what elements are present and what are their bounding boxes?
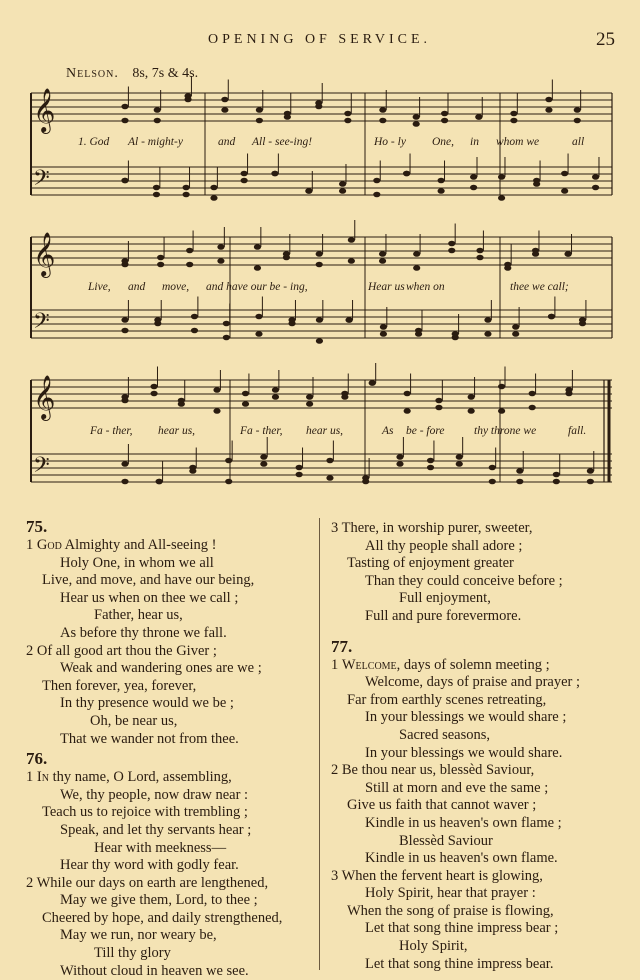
note-head — [296, 465, 303, 471]
note-head — [254, 244, 261, 250]
hymn-number: 75. — [26, 517, 48, 536]
lyric-syllable: As — [382, 425, 394, 437]
note-head — [476, 248, 483, 254]
verse-line: We, thy people, now draw near : — [60, 786, 249, 803]
lyric-syllable: Fa - ther, — [90, 425, 133, 437]
note-head — [242, 391, 249, 397]
verse-first-line: 3 There, in worship purer, sweeter, — [331, 520, 533, 536]
note-head — [456, 461, 463, 467]
verse-line: Till thy glory — [94, 945, 171, 962]
note-head — [272, 394, 279, 400]
tune-name: Nelson. — [66, 66, 119, 81]
note-head — [504, 262, 511, 268]
note-head — [373, 192, 380, 198]
note-head — [512, 324, 519, 330]
note-head — [441, 111, 448, 117]
note-head — [306, 401, 313, 407]
note-head — [561, 188, 568, 194]
note-head — [183, 192, 190, 198]
verse-line: Hear us when on thee we call ; — [60, 589, 239, 606]
note-head — [548, 314, 555, 320]
lyric-syllable: all — [572, 136, 585, 148]
verse-line: Let that song thine impress bear. — [365, 955, 554, 972]
verse-first-line — [26, 769, 316, 787]
verse-line: Hear thy word with godly fear. — [60, 857, 239, 874]
note-head — [150, 384, 157, 390]
lyric-syllable: hear us, — [158, 425, 196, 437]
verse-line: Teach us to rejoice with trembling ; — [42, 804, 248, 821]
note-head — [121, 479, 128, 485]
note-head — [186, 262, 193, 268]
note-head — [121, 258, 128, 264]
lyric-syllable: and have our be - ing, — [206, 281, 308, 293]
note-head — [157, 255, 164, 261]
treble-clef: 𝄞 — [33, 232, 56, 276]
note-head — [241, 171, 248, 177]
note-head — [403, 171, 410, 177]
note-head — [210, 185, 217, 191]
note-head — [565, 391, 572, 397]
note-head — [346, 317, 353, 323]
first-line-rest: thy name, O Lord, assembling, — [48, 769, 232, 786]
note-head — [305, 188, 312, 194]
note-head — [396, 454, 403, 460]
note-head — [344, 111, 351, 117]
note-head — [241, 178, 248, 184]
note-head — [380, 331, 387, 337]
verse-line: Welcome, days of praise and prayer ; — [365, 674, 581, 691]
hymn-number: 76. — [26, 749, 48, 769]
lyric-syllable: thy throne we — [474, 425, 537, 437]
verse-number: 1 — [26, 769, 34, 786]
lyric-syllable: whom we — [496, 136, 540, 148]
note-head — [379, 118, 386, 124]
note-head — [468, 408, 475, 414]
verse-line: That we wander not from thee. — [60, 730, 239, 747]
verse-first-line: 2 While our days on earth are lengthened, — [26, 874, 269, 891]
note-head — [533, 181, 540, 187]
note-head — [260, 461, 267, 467]
lyric-syllable: Hear us — [368, 281, 405, 293]
verse-number: 1 — [331, 656, 339, 673]
note-head — [510, 118, 517, 124]
note-head — [221, 107, 228, 113]
note-head — [574, 118, 581, 124]
note-head — [178, 398, 185, 404]
note-head — [379, 251, 386, 257]
verse-line: Holy Spirit, — [399, 938, 468, 955]
note-head — [415, 331, 422, 337]
note-head — [284, 114, 291, 120]
note-head — [341, 394, 348, 400]
verse-line: Tasting of enjoyment greater — [347, 555, 514, 572]
note-head — [498, 195, 505, 201]
verse-line: Oh, be near us, — [90, 712, 178, 729]
lyric-syllable: Live, — [88, 281, 111, 293]
lyric-syllable: thee we call; — [510, 281, 569, 293]
bass-clef: 𝄢 — [33, 166, 50, 196]
note-head — [448, 248, 455, 254]
note-head — [154, 107, 161, 113]
note-head — [592, 185, 599, 191]
hymn-number: 77. — [331, 636, 353, 656]
note-head — [153, 185, 160, 191]
lyric-syllable: and — [128, 281, 146, 293]
note-head — [438, 188, 445, 194]
verse-line: Still at morn and eve the same ; — [365, 779, 549, 796]
note-head — [191, 314, 198, 320]
note-head — [316, 338, 323, 344]
note-head — [184, 97, 191, 103]
note-head — [448, 241, 455, 247]
verse-line: Kindle in us heaven's own flame. — [365, 850, 558, 867]
note-head — [189, 468, 196, 474]
note-head — [255, 331, 262, 337]
note-head — [484, 331, 491, 337]
note-head — [242, 401, 249, 407]
note-head — [435, 405, 442, 411]
note-head — [498, 174, 505, 180]
note-head — [489, 465, 496, 471]
note-head — [373, 178, 380, 184]
note-head — [283, 251, 290, 257]
note-head — [380, 324, 387, 330]
lyric-syllable: 1. God — [78, 136, 110, 148]
note-head — [516, 479, 523, 485]
note-head — [553, 472, 560, 478]
note-head — [498, 384, 505, 390]
note-head — [186, 248, 193, 254]
note-head — [225, 458, 232, 464]
verse-line: Than they could conceive before ; — [365, 572, 563, 589]
lyric-syllable: All - see-ing! — [252, 136, 313, 148]
note-head — [396, 461, 403, 467]
note-head — [121, 178, 128, 184]
note-head — [121, 118, 128, 124]
note-head — [339, 188, 346, 194]
note-head — [348, 258, 355, 264]
note-head — [121, 104, 128, 110]
note-head — [154, 118, 161, 124]
note-head — [213, 387, 220, 393]
note-head — [157, 262, 164, 268]
note-head — [256, 107, 263, 113]
note-head — [427, 465, 434, 471]
note-head — [427, 458, 434, 464]
note-head — [468, 394, 475, 400]
left-column — [26, 516, 316, 980]
bass-clef: 𝄢 — [33, 453, 50, 483]
note-head — [379, 107, 386, 113]
note-head — [339, 181, 346, 187]
note-head — [306, 394, 313, 400]
verse-line: All thy people shall adore ; — [365, 537, 523, 554]
verse-number: 1 — [26, 537, 34, 553]
note-head — [316, 262, 323, 268]
note-head — [369, 380, 376, 386]
first-word: In — [36, 769, 49, 786]
note-head — [288, 321, 295, 327]
lyric-syllable: when on — [406, 281, 445, 293]
note-head — [326, 475, 333, 481]
note-head — [456, 454, 463, 460]
note-head — [532, 251, 539, 257]
note-head — [512, 331, 519, 337]
verse-line: Kindle in us heaven's own flame ; — [365, 814, 562, 831]
note-head — [154, 321, 161, 327]
verse-first-line: 2 Of all good art thou the Giver ; — [26, 642, 217, 659]
note-head — [529, 391, 536, 397]
lyric-syllable: Fa - ther, — [240, 425, 283, 437]
verse-line: As before thy throne we fall. — [60, 624, 227, 641]
note-head — [254, 265, 261, 271]
note-head — [498, 408, 505, 414]
verse-line: In your blessings we would share. — [365, 744, 563, 761]
note-head — [255, 314, 262, 320]
lyric-syllable: fall. — [568, 425, 587, 437]
note-head — [413, 121, 420, 127]
lyric-syllable: be - fore — [406, 425, 445, 437]
note-head — [183, 185, 190, 191]
verse-line: Full and pure forevermore. — [365, 607, 522, 624]
note-head — [271, 171, 278, 177]
treble-clef: 𝄞 — [33, 375, 56, 419]
section-title: OPENING OF SERVICE. — [208, 32, 432, 47]
note-head — [438, 178, 445, 184]
note-head — [217, 258, 224, 264]
verse-first-line — [26, 537, 316, 555]
note-head — [565, 251, 572, 257]
verse-line: Blessèd Saviour — [399, 832, 493, 849]
verse-first-line: 2 Be thou near us, blessèd Saviour, — [331, 762, 535, 779]
note-head — [348, 237, 355, 243]
page-number: 25 — [596, 29, 615, 50]
note-head — [213, 408, 220, 414]
verse-line: May we give them, Lord, to thee ; — [60, 892, 258, 909]
note-head — [344, 118, 351, 124]
treble-clef: 𝄞 — [33, 88, 56, 132]
verse-line: Sacred seasons, — [399, 726, 491, 743]
verse-first-line: 3 When the fervent heart is glowing, — [331, 867, 543, 884]
note-head — [579, 317, 586, 323]
lyric-syllable: hear us, — [306, 425, 344, 437]
lyric-syllable: Ho - ly — [374, 136, 406, 148]
note-head — [260, 454, 267, 460]
tune-meter: 8s, 7s & 4s. — [132, 66, 199, 81]
note-head — [545, 97, 552, 103]
note-head — [587, 479, 594, 485]
verse-line: Then forever, yea, forever, — [42, 677, 197, 694]
note-head — [484, 317, 491, 323]
note-head — [404, 408, 411, 414]
column-divider — [319, 518, 320, 970]
verse-line: Without cloud in heaven we see. — [60, 962, 249, 979]
note-head — [592, 174, 599, 180]
verse-line: Give us faith that cannot waver ; — [347, 797, 537, 814]
note-head — [296, 472, 303, 478]
note-head — [221, 97, 228, 103]
note-head — [316, 317, 323, 323]
verse-line: Full enjoyment, — [399, 590, 491, 607]
first-word: God — [36, 537, 62, 553]
note-head — [553, 479, 560, 485]
note-head — [441, 118, 448, 124]
first-word: Welcome, — [341, 656, 401, 673]
note-head — [121, 328, 128, 334]
note-head — [362, 475, 369, 481]
note-head — [529, 405, 536, 411]
verse-line: Live, and move, and have our being, — [42, 572, 255, 589]
note-head — [223, 335, 230, 341]
note-head — [223, 321, 230, 327]
note-head — [121, 317, 128, 323]
note-head — [121, 398, 128, 404]
note-head — [156, 479, 163, 485]
verse-line: Far from earthly scenes retreating, — [347, 691, 547, 708]
lyric-syllable: One, — [432, 136, 455, 148]
lyric-syllable: in — [470, 136, 479, 148]
first-line-rest: Almighty and All-seeing ! — [61, 537, 217, 553]
note-head — [315, 104, 322, 110]
note-head — [413, 251, 420, 257]
verse-line: Speak, and let thy servants hear ; — [60, 821, 252, 838]
note-head — [475, 114, 482, 120]
note-head — [150, 391, 157, 397]
note-head — [516, 468, 523, 474]
note-head — [574, 107, 581, 113]
verse-line: In your blessings we would share ; — [365, 709, 567, 726]
note-head — [413, 114, 420, 120]
verse-line: Let that song thine impress bear ; — [365, 920, 559, 937]
verse-line: When the song of praise is flowing, — [347, 902, 554, 919]
note-head — [191, 328, 198, 334]
bass-clef: 𝄢 — [33, 309, 50, 339]
note-head — [470, 174, 477, 180]
note-head — [413, 265, 420, 271]
right-column — [331, 520, 631, 973]
note-head — [210, 195, 217, 201]
note-head — [153, 192, 160, 198]
note-head — [121, 461, 128, 467]
verse-first-line — [331, 657, 631, 675]
note-head — [476, 255, 483, 261]
note-head — [326, 458, 333, 464]
note-head — [435, 398, 442, 404]
note-head — [489, 479, 496, 485]
verse-line: Holy Spirit, hear that prayer : — [365, 885, 536, 902]
note-head — [272, 387, 279, 393]
note-head — [587, 468, 594, 474]
verse-line: Hear with meekness— — [94, 839, 227, 856]
verse-line: In thy presence would we be ; — [60, 695, 234, 712]
lyric-syllable: and — [218, 136, 236, 148]
verse-line: Father, hear us, — [94, 607, 183, 624]
lyric-syllable: move, — [162, 281, 190, 293]
note-head — [316, 251, 323, 257]
note-head — [510, 111, 517, 117]
note-head — [561, 171, 568, 177]
lyric-syllable: Al - might-y — [128, 136, 183, 148]
verse-line: Cheered by hope, and daily strengthened, — [42, 909, 283, 926]
first-line-rest: days of solemn meeting ; — [400, 656, 550, 673]
note-head — [379, 258, 386, 264]
note-head — [217, 244, 224, 250]
note-head — [545, 107, 552, 113]
note-head — [256, 118, 263, 124]
note-head — [470, 185, 477, 191]
note-head — [452, 331, 459, 337]
note-head — [225, 479, 232, 485]
verse-line: Holy One, in whom we all — [60, 554, 214, 571]
note-head — [404, 391, 411, 397]
verse-line: Weak and wandering ones are we ; — [60, 660, 262, 677]
verse-line: May we run, nor weary be, — [60, 927, 217, 944]
